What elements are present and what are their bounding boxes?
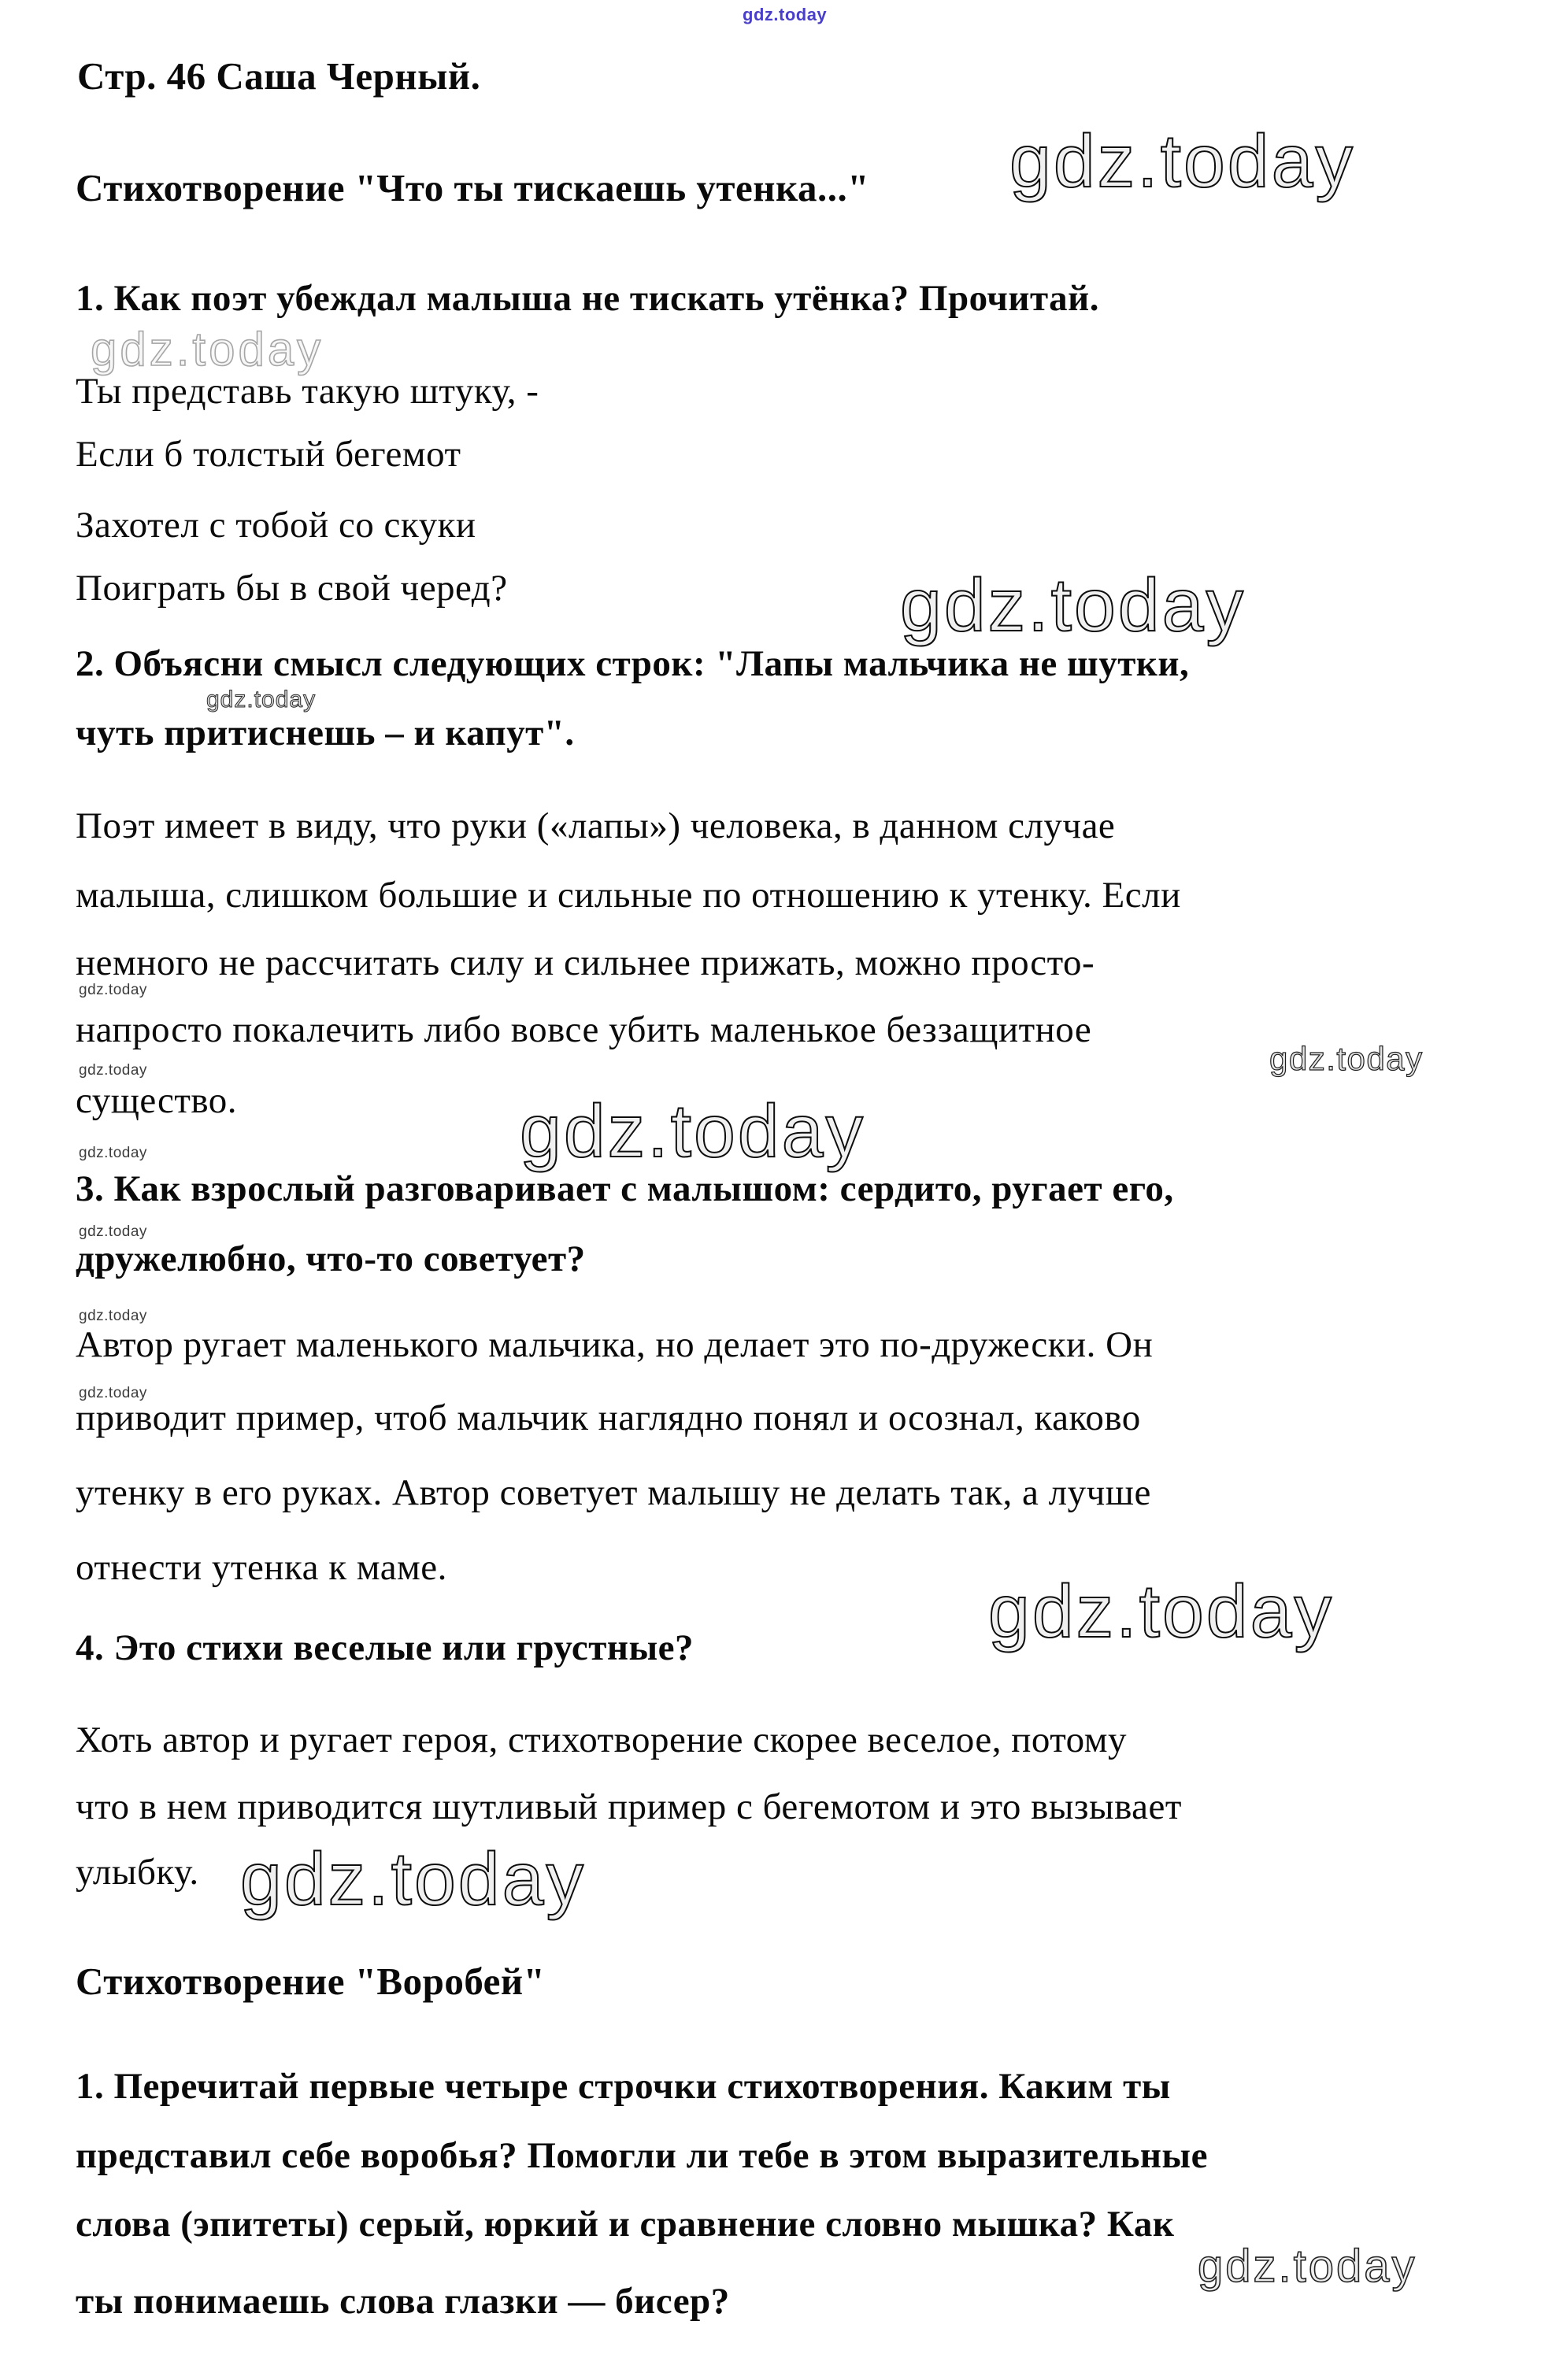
- watermark-tiny: gdz.today: [79, 1385, 147, 1401]
- question-4: 4. Это стихи веселые или грустные?: [76, 1627, 695, 1668]
- question-1: 1. Как поэт убеждал малыша не тискать утёнка? Прочитай.: [76, 278, 1099, 319]
- watermark-tiny: gdz.today: [79, 1145, 147, 1161]
- answer-2-line: малыша, слишком большие и сильные по отношению к утенку. Если: [76, 875, 1181, 916]
- poem1-title: Стихотворение "Что ты тискаешь утенка...": [76, 166, 869, 209]
- watermark: gdz.today: [520, 1090, 865, 1173]
- poem2-title: Стихотворение "Воробей": [76, 1960, 546, 2003]
- question-2-line2: чуть притиснешь – и капут".: [76, 713, 575, 753]
- poem-line: Ты представь такую штуку, -: [76, 371, 539, 412]
- answer-3-line: Автор ругает маленького мальчика, но делает это по-дружески. Он: [76, 1324, 1154, 1365]
- watermark-top-icon: gdz.today: [743, 5, 828, 24]
- poem2-question-line: представил себе воробья? Помогли ли тебе в этом выразительные: [76, 2135, 1208, 2176]
- poem-line: Поиграть бы в свой черед?: [76, 568, 508, 609]
- answer-4-line: Хоть автор и ругает героя, стихотворение скорее веселое, потому: [76, 1719, 1127, 1760]
- answer-4-line: улыбку.: [76, 1852, 199, 1893]
- answer-3-line: отнести утенка к маме.: [76, 1547, 447, 1588]
- watermark-tiny: gdz.today: [79, 1062, 147, 1079]
- watermark: gdz.today: [988, 1570, 1334, 1653]
- answer-3-line: утенку в его руках. Автор советует малышу не делать так, а лучше: [76, 1472, 1151, 1513]
- answer-2-line: Поэт имеет в виду, что руки («лапы») человека, в данном случае: [76, 805, 1116, 846]
- answer-2-line: немного не рассчитать силу и сильнее прижать, можно просто-: [76, 942, 1095, 983]
- watermark: gdz.today: [1198, 2241, 1417, 2292]
- watermark: gdz.today: [1009, 120, 1355, 203]
- question-3-line1: 3. Как взрослый разговаривает с малышом: сердито, ругает его,: [76, 1168, 1174, 1209]
- answer-3-line: приводит пример, чтоб мальчик наглядно понял и осознал, каково: [76, 1397, 1141, 1438]
- watermark-tiny: gdz.today: [79, 982, 147, 998]
- poem2-question-line: ты понимаешь слова глазки — бисер?: [76, 2281, 730, 2322]
- watermark-small: gdz.today: [206, 687, 317, 713]
- poem-line: Если б толстый бегемот: [76, 434, 461, 475]
- question-2-line1: 2. Объясни смысл следующих строк: "Лапы мальчика не шутки,: [76, 643, 1190, 684]
- answer-2-line: существо.: [76, 1080, 237, 1121]
- watermark-gray: gdz.today: [91, 323, 324, 376]
- answer-2-line: напросто покалечить либо вовсе убить маленькое беззащитное: [76, 1009, 1092, 1050]
- answer-4-line: что в нем приводится шутливый пример с бегемотом и это вызывает: [76, 1786, 1182, 1827]
- watermark: gdz.today: [900, 564, 1246, 647]
- watermark-medium: gdz.today: [1269, 1040, 1424, 1077]
- watermark-tiny: gdz.today: [79, 1308, 147, 1324]
- watermark: gdz.today: [240, 1838, 586, 1921]
- page-title: Стр. 46 Саша Черный.: [77, 54, 481, 98]
- watermark-tiny: gdz.today: [79, 1223, 147, 1240]
- poem2-question-line: слова (эпитеты) серый, юркий и сравнение словно мышка? Как: [76, 2204, 1175, 2245]
- question-3-line2: дружелюбно, что-то советует?: [76, 1238, 586, 1279]
- poem-line: Захотел с тобой со скуки: [76, 505, 476, 546]
- poem2-question-line: 1. Перечитай первые четыре строчки стихотворения. Каким ты: [76, 2066, 1171, 2107]
